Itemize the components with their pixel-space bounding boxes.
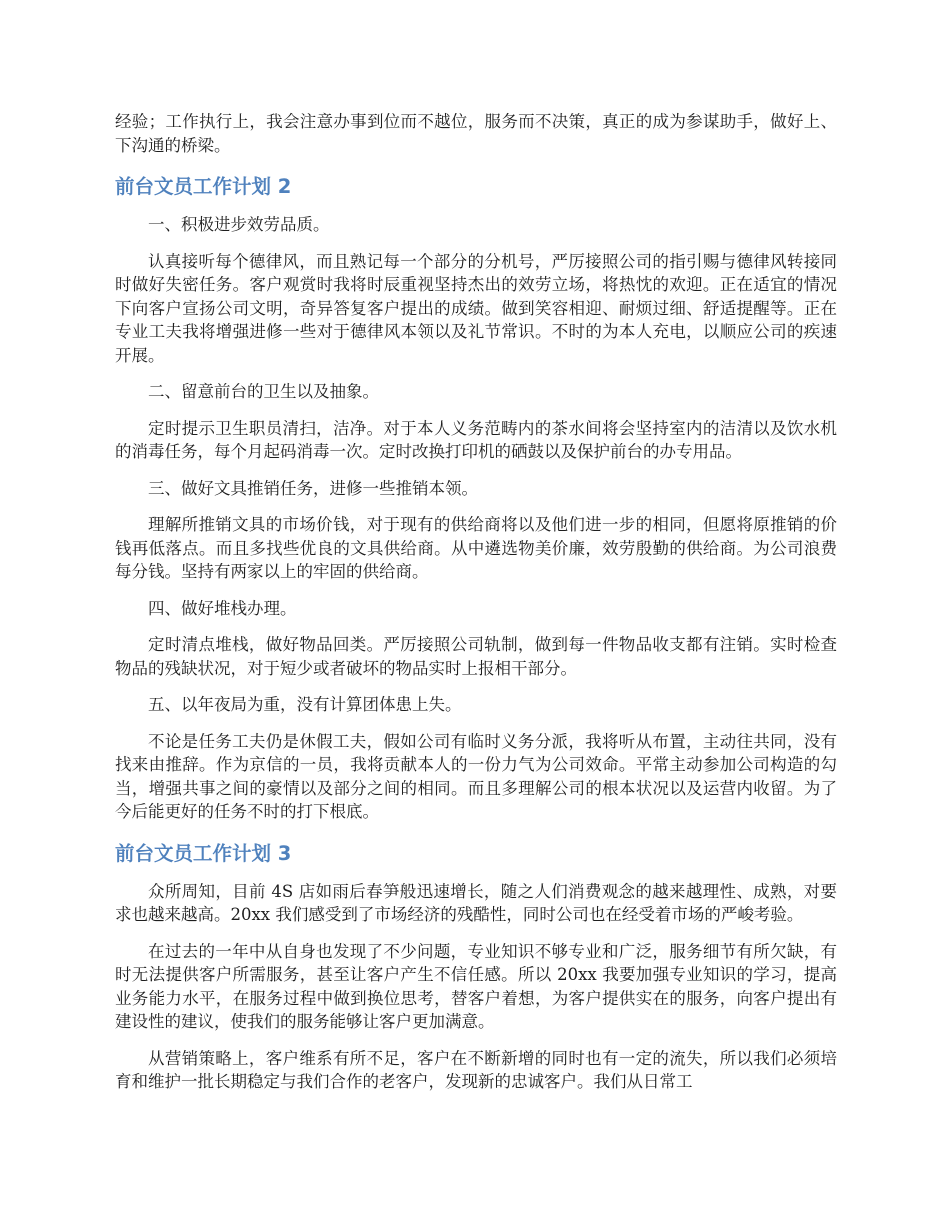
- paragraph: 不论是任务工夫仍是休假工夫，假如公司有临时义务分派，我将听从布置，主动往共同，没有找来由推辞。作为京信的一员，我将贡献本人的一份力气为公司效命。平常主动参加公司构造的勾当，增强共事之间的豪情以及部分之间的相同。而且多理解公司的根本状况以及运营内收留。为了今后能更好的任务不时的打下根底。: [115, 731, 837, 821]
- paragraph: 五、以年夜局为重，没有计算团体患上失。: [148, 695, 462, 714]
- paragraph: 在过去的一年中从自身也发现了不少问题，专业知识不够专业和广泛，服务细节有所欠缺，有时无法提供客户所需服务，甚至让客户产生不信任感。所以 20xx 我要加强专业知识的学习，提高业务能力水平，在服务过程中做到换位思考，替客户着想，为客户提供实在的服务，向客户提出有建设性的建议，使我们的服务能够让客户更加满意。: [115, 941, 837, 1031]
- paragraph: 认真接听每个德律风，而且熟记每一个部分的分机号，严厉接照公司的指引赐与德律风转接同时做好失密任务。客户观赏时我将时辰重视坚持杰出的效劳立场，将热忱的欢迎。正在适宜的情况下向客户宣扬公司文明，奇异答复客户提出的成绩。做到笑容相迎、耐烦过细、舒适提醒等。正在专业工夫我将增强进修一些对于德律风本领以及礼节常识。不时的为本人充电，以顺应公司的疾速开展。: [115, 251, 837, 365]
- paragraph: 从营销策略上，客户维系有所不足，客户在不断新增的同时也有一定的流失，所以我们必须培育和维护一批长期稳定与我们合作的老客户，发现新的忠诚客户。我们从日常工: [115, 1048, 837, 1091]
- document-page: [115, 110, 837, 1107]
- section-heading: 前台文员工作计划 3: [115, 841, 292, 865]
- paragraph: 三、做好文具推销任务，进修一些推销本领。: [148, 478, 478, 498]
- paragraph: 一、积极进步效劳品质。: [148, 215, 330, 234]
- paragraph: 定时清点堆栈，做好物品回类。严厉接照公司轨制，做到每一件物品收支都有注销。实时检查物品的残缺状况，对于短少或者破坏的物品实时上报相干部分。: [115, 635, 837, 678]
- paragraph: 理解所推销文具的市场价钱，对于现有的供给商将以及他们进一步的相同，但愿将原推销的价钱再低落点。而且多找些优良的文具供给商。从中遴选物美价廉，效劳殷勤的供给商。为公司浪费每分钱。坚持有两家以上的牢固的供给商。: [115, 515, 837, 581]
- paragraph: 定时提示卫生职员清扫，洁净。对于本人义务范畴内的茶水间将会坚持室内的洁清以及饮水机的消毒任务，每个月起码消毒一次。定时改换打印机的硒鼓以及保护前台的办专用品。: [115, 418, 837, 461]
- paragraph: 众所周知，目前 4S 店如雨后春笋般迅速增长，随之人们消费观念的越来越理性、成熟，对要求也越来越高。20xx 我们感受到了市场经济的残酷性，同时公司也在经受着市场的严峻考验。: [115, 881, 837, 924]
- paragraph: 二、留意前台的卫生以及抽象。: [148, 382, 379, 401]
- paragraph: 经验；工作执行上，我会注意办事到位而不越位，服务而不决策，真正的成为参谋助手，做好上、下沟通的桥梁。: [115, 112, 837, 155]
- paragraph: 四、做好堆栈办理。: [148, 598, 297, 618]
- section-heading: 前台文员工作计划 2: [115, 175, 292, 198]
